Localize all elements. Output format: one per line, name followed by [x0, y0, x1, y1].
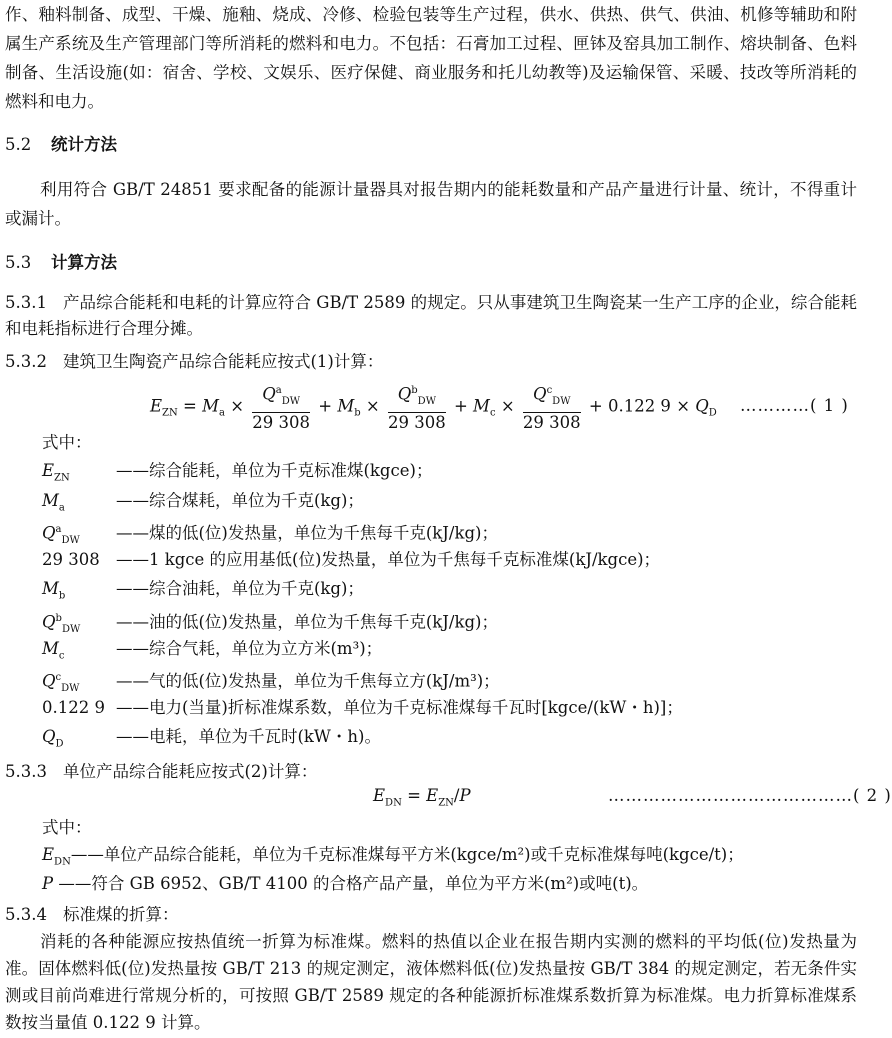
symbol-letter: M	[42, 490, 59, 510]
definition-symbol	[42, 576, 116, 609]
definition-row	[42, 871, 648, 897]
formula-symbol: E	[373, 786, 386, 805]
section-title: 统计方法	[51, 135, 117, 154]
symbol-letter: E	[42, 461, 55, 480]
formula-subscript: a	[218, 407, 225, 419]
fraction-denominator: 29 308	[387, 412, 446, 432]
leader-dots: ……………………………………	[608, 786, 853, 805]
definition-row	[42, 695, 683, 721]
fraction-b	[388, 381, 446, 433]
formula-operator: ×	[676, 396, 691, 416]
definition-description: ——1 kgce 的应用基低(位)发热量，单位为千焦每千克标准煤(kJ/kgce)；	[116, 549, 661, 569]
fraction-denominator: 29 308	[522, 412, 581, 432]
formula-symbol: E	[150, 396, 163, 416]
formula-operator: +	[453, 396, 468, 416]
formula-2-leader	[608, 786, 892, 805]
formula-symbol: M	[337, 396, 355, 416]
formula-superscript: c	[546, 385, 553, 396]
formula-symbol: Q	[262, 384, 276, 404]
formula-operator: +	[318, 396, 333, 416]
formula-1	[150, 381, 717, 433]
formula-operator: ×	[365, 396, 380, 416]
definition-row	[42, 636, 382, 669]
intro-paragraph: 作、釉料制备、成型、干燥、施釉、烧成、冷修、检验包装等生产过程，供水、供热、供气、供油、机修等辅助和附属生产系统及生产管理部门等所消耗的燃料和电力。不包括：石膏加工过程、匣钵及窑具加工制作、熔块制备、色料制备、生活设施(如：宿舍、学校、文娱乐、医疗保健、商业服务和托儿幼教等)及运输保管、采暖、技改等所消耗的燃料和电力。	[5, 5, 857, 111]
clause-text: 产品综合能耗和电耗的计算应符合 GB/T 2589 的规定。只从事建筑卫生陶瓷某一生产工序的企业，综合能耗和电耗指标进行合理分摊。	[5, 293, 857, 338]
definition-symbol	[42, 547, 116, 573]
definition-description: ——煤的低(位)发热量，单位为千焦每千克(kJ/kg)；	[116, 523, 498, 543]
symbol-letter: 29 308	[42, 549, 100, 569]
definition-description: ——综合气耗，单位为立方米(m³)；	[116, 638, 383, 658]
clause-5-3-3	[5, 759, 857, 785]
definition-row	[42, 576, 364, 609]
section-number: 5.2	[5, 135, 32, 154]
section-number: 5.3	[5, 253, 32, 272]
formula-symbol: Q	[533, 384, 547, 404]
clause-5-3-4	[5, 902, 857, 928]
symbol-subscript: DW	[61, 534, 80, 546]
definition-symbol	[42, 724, 116, 757]
symbol-letter: Q	[42, 523, 56, 543]
symbol-subscript: D	[55, 738, 64, 750]
symbol-subscript: ZN	[54, 472, 70, 484]
formula-symbol: E	[426, 786, 439, 805]
symbol-subscript: b	[58, 590, 66, 602]
where-label-2: 式中：	[42, 818, 92, 837]
clause-5-3-2	[5, 349, 857, 375]
definition-symbol	[42, 636, 116, 669]
section-heading-5-3	[5, 251, 117, 275]
definition-row	[42, 458, 432, 491]
symbol-letter: M	[42, 579, 59, 599]
definition-description: ——电耗，单位为千瓦时(kW・h)。	[116, 727, 381, 747]
formula-superscript: a	[275, 385, 282, 396]
fraction-a	[252, 381, 310, 433]
formula-symbol: Q	[397, 384, 412, 404]
symbol-subscript: c	[58, 649, 65, 661]
definition-symbol	[42, 458, 116, 491]
section-title: 计算方法	[51, 253, 117, 272]
symbol-superscript: a	[55, 524, 62, 536]
definition-description: ——综合煤耗，单位为千克(kg)；	[116, 490, 364, 510]
formula-subscript: ZN	[438, 797, 454, 809]
paragraph-5-3-4: 消耗的各种能源应按热值统一折算为标准煤。燃料的热值以企业在报告期内实测的燃料的平均低(位)发热量为准。固体燃料低(位)发热量按 GB/T 213 的规定测定，液体燃料低(位)发热量按 GB/T 384 的规定测定，若无条件实测或目前尚难进行常规分析的，可按照 GB/T 2589 规定的各种能源折标准煤系数折算为标准煤。电力折算标准煤系数按当量值 0.122 9 计算。	[5, 932, 857, 1032]
fraction-c	[523, 381, 581, 433]
symbol-subscript: DW	[61, 682, 80, 694]
fraction-denominator: 29 308	[252, 412, 311, 432]
definition-description: ——综合油耗，单位为千克(kg)；	[116, 579, 364, 599]
section-heading-5-2	[5, 133, 117, 157]
formula-operator: /	[453, 786, 460, 805]
definition-description: ——综合能耗，单位为千克标准煤(kgce)；	[116, 461, 433, 480]
formula-constant: 0.122 9	[607, 396, 671, 416]
formula-subscript: ZN	[162, 407, 178, 419]
formula-symbol: M	[202, 396, 219, 416]
symbol-letter: Q	[42, 671, 56, 691]
formula-subscript: DW	[417, 395, 436, 407]
definition-description: ——符合 GB 6952、GB/T 4100 的合格产品产量，单位为平方米(m²)或吨(t)。	[53, 874, 649, 893]
paragraph-5-2: 利用符合 GB/T 24851 要求配备的能源计量器具对报告期内的能耗数量和产品产量进行计量、统计，不得重计或漏计。	[5, 180, 857, 228]
formula-superscript: b	[411, 385, 418, 396]
definition-description: ——气的低(位)发热量，单位为千焦每立方(kJ/m³)；	[116, 671, 500, 691]
clause-text: 标准煤的折算：	[63, 905, 179, 924]
clause-number: 5.3.1	[5, 293, 47, 312]
formula-operator: ×	[500, 396, 515, 416]
clause-number: 5.3.2	[5, 352, 47, 371]
definition-row	[42, 724, 381, 757]
symbol-letter: Q	[42, 612, 56, 632]
symbol-letter: 0.122 9	[42, 697, 105, 717]
definition-symbol	[42, 488, 116, 521]
clause-5-3-1	[5, 290, 857, 342]
formula-operator: +	[588, 396, 603, 416]
formula-subscript: b	[354, 407, 361, 419]
formula-operator: =	[407, 786, 421, 805]
formula-subscript: DW	[281, 395, 301, 407]
definition-row	[42, 488, 364, 521]
definition-description: ——油的低(位)发热量，单位为千焦每千克(kJ/kg)；	[116, 612, 498, 632]
clause-number: 5.3.3	[5, 762, 47, 781]
symbol-superscript: b	[55, 613, 62, 624]
formula-symbol: P	[459, 786, 471, 805]
formula-1-leader	[740, 396, 849, 415]
symbol-subscript: a	[58, 501, 65, 513]
symbol-letter: Q	[42, 727, 56, 747]
formula-operator: ×	[230, 396, 245, 416]
leader-dots: …………	[740, 396, 810, 415]
formula-symbol: M	[473, 396, 490, 416]
clause-text: 建筑卫生陶瓷产品综合能耗应按式(1)计算：	[63, 352, 384, 371]
formula-symbol: Q	[695, 396, 709, 416]
formula-number: ( 2 )	[853, 786, 892, 805]
symbol-subscript: DN	[54, 856, 71, 868]
formula-operator: =	[183, 396, 197, 416]
definition-row	[42, 547, 660, 573]
formula-subscript: c	[489, 407, 496, 419]
formula-subscript: DN	[385, 797, 402, 809]
definition-symbol	[42, 695, 116, 721]
symbol-letter: P	[42, 874, 54, 893]
definition-description: ——电力(当量)折标准煤系数，单位为千克标准煤每千瓦时[kgce/(kW・h)]；	[116, 697, 683, 717]
symbol-letter: M	[42, 638, 59, 658]
clause-number: 5.3.4	[5, 905, 47, 924]
definition-description: ——单位产品综合能耗，单位为千克标准煤每平方米(kgce/m²)或千克标准煤每吨(kgce/t)；	[70, 845, 744, 864]
symbol-letter: E	[42, 845, 55, 864]
formula-subscript: DW	[552, 395, 571, 407]
formula-2	[373, 786, 471, 808]
formula-subscript: D	[708, 407, 717, 419]
symbol-superscript: c	[55, 672, 62, 684]
definition-symbol	[42, 871, 53, 897]
where-label-1: 式中：	[42, 433, 92, 452]
clause-text: 单位产品综合能耗应按式(2)计算：	[63, 762, 318, 781]
formula-number: ( 1 )	[810, 396, 849, 415]
symbol-subscript: DW	[61, 623, 81, 635]
